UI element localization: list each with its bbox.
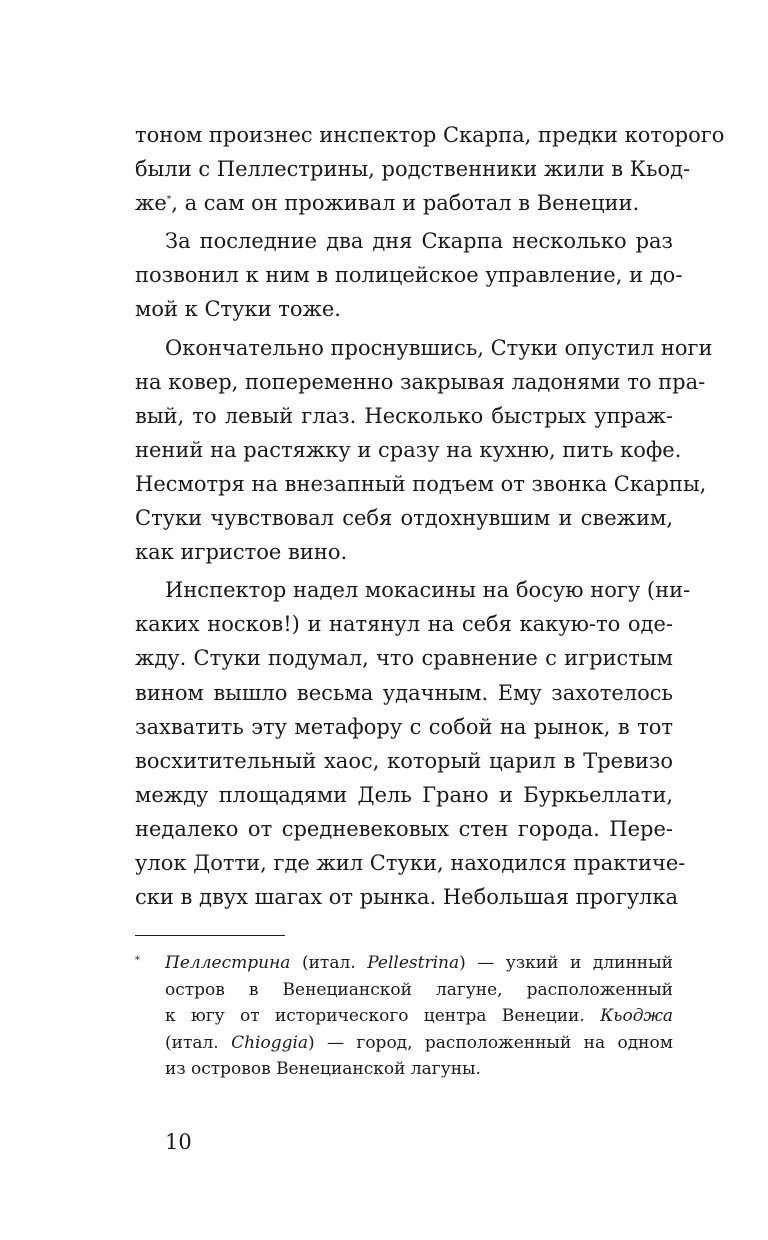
text-line: За последние два дня Скарпа несколько раз: [165, 229, 673, 254]
text-line: недалеко от средневековых стен города. Пере-: [135, 816, 673, 841]
text-fragment: (итал.: [165, 1032, 232, 1053]
italic-term: Пеллестрина: [165, 953, 291, 973]
text-fragment: из островов Венецианской лагуны.: [165, 1059, 481, 1079]
text-fragment: (итал.: [290, 953, 368, 973]
text-line: Окончательно проснувшись, Стуки опустил ноги: [165, 335, 713, 360]
text-line: Стуки чувствовал себя отдохнувшим и свежим,: [135, 506, 673, 531]
text-line: мой к Стуки тоже.: [135, 297, 341, 322]
page-number: 10: [165, 1130, 192, 1154]
text-line: как игристое вино.: [135, 540, 348, 565]
text-line: между площадями Дель Грано и Буркьеллати,: [135, 782, 673, 807]
text-line: ски в двух шагах от рынка. Небольшая прогулка: [135, 885, 679, 910]
paragraph-3: [135, 331, 713, 570]
paragraph-1: [135, 118, 725, 220]
main-text: [135, 118, 725, 914]
text-line: [135, 186, 673, 220]
footnote-divider: [135, 935, 285, 936]
text-line: вином вышло весьма удачным. Ему захотелось: [135, 680, 673, 705]
footnote-line: [165, 950, 673, 977]
text-line: были с Пеллестрины, родственники жили в Кьод-: [135, 157, 691, 182]
italic-term: Кьоджа: [600, 1006, 673, 1026]
text-line: каких носков!) и натянул на себя какую-то оде-: [135, 612, 673, 637]
footnote-text: [165, 950, 673, 1083]
text-line: тоном произнес инспектор Скарпа, предки которого: [135, 123, 725, 147]
footnote-line: [165, 977, 673, 1004]
paragraph-4: [135, 573, 691, 914]
text-fragment: же: [135, 191, 167, 216]
text-fragment: остров в Венецианской лагуне, расположенный: [165, 979, 673, 1000]
text-fragment: , а сам он проживал и работал в Венеции.: [171, 191, 640, 216]
text-fragment: ) — узкий и длинный: [459, 953, 673, 973]
text-line: позвонил к ним в полицейское управление, и до-: [135, 263, 683, 288]
text-line: на ковер, попеременно закрывая ладонями то пра-: [135, 369, 706, 394]
footnote-line: [165, 1003, 673, 1030]
paragraph-2: [135, 224, 683, 326]
text-line: Несмотря на внезапный подъем от звонка Скарпы,: [135, 471, 707, 496]
text-line: Инспектор надел мокасины на босую ногу (ни-: [165, 578, 691, 603]
text-fragment: ) — город, расположенный на одном: [308, 1032, 673, 1053]
text-line: нений на растяжку и сразу на кухню, пить кофе.: [135, 437, 682, 462]
footnote-line: [165, 1030, 673, 1057]
text-fragment: к югу от исторического центра Венеции.: [165, 1006, 601, 1026]
footnote-reference: *: [166, 195, 172, 206]
text-line: захватить эту метафору с собой на рынок, в тот: [135, 714, 673, 739]
text-line: улок Дотти, где жил Стуки, находился практиче-: [135, 850, 686, 875]
text-line: жду. Стуки подумал, что сравнение с игристым: [135, 646, 673, 671]
footnote-marker: *: [135, 955, 140, 966]
text-line: восхитительный хаос, который царил в Тревизо: [135, 748, 673, 773]
italic-term: Pellestrina: [367, 953, 460, 973]
footnote: [135, 950, 673, 1083]
italic-term: Chioggia: [231, 1032, 309, 1053]
text-line: вый, то левый глаз. Несколько быстрых упраж-: [135, 403, 673, 428]
footnote-line: [165, 1056, 673, 1083]
